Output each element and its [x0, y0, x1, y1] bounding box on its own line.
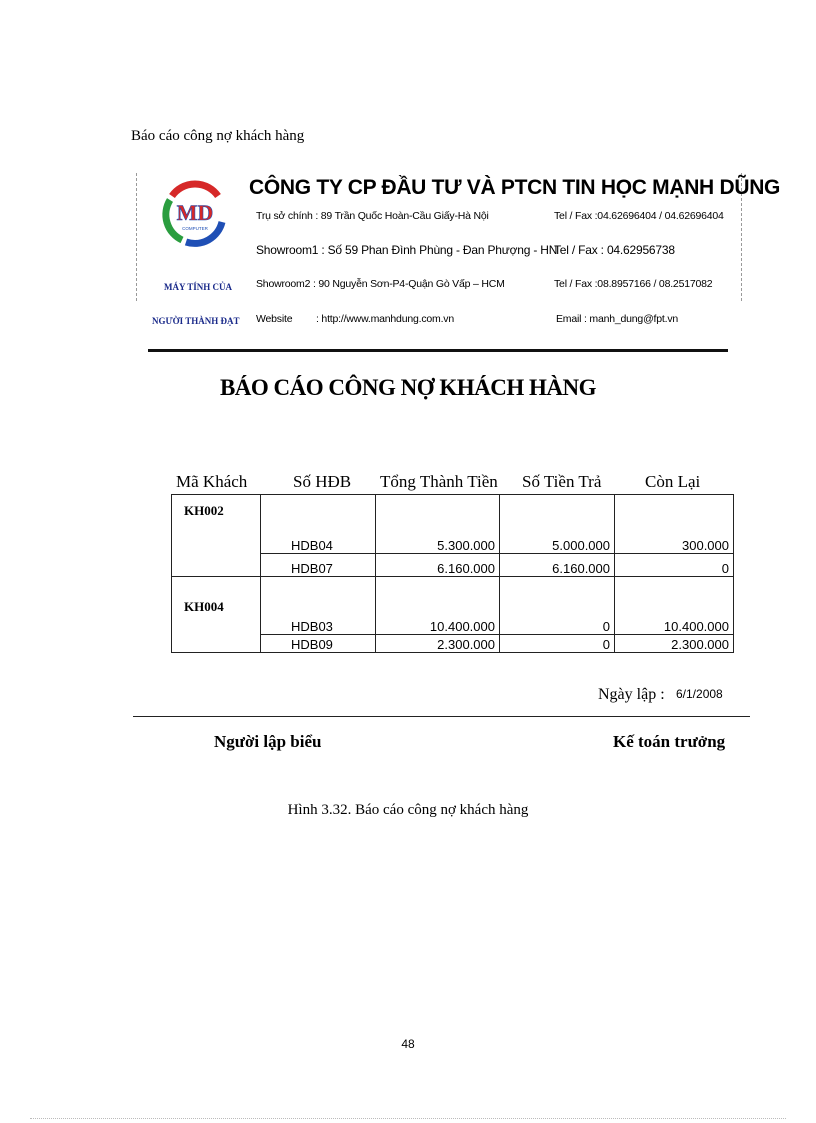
website-label: Website — [256, 313, 293, 325]
customer-id: KH004 — [172, 577, 261, 653]
email: Email : manh_dung@fpt.vn — [556, 313, 679, 325]
website-url: : http://www.manhdung.com.vn — [316, 313, 454, 325]
signature-divider — [133, 716, 750, 717]
paid-amount: 0 — [500, 617, 615, 635]
col-header-total: Tổng Thành Tiền — [380, 472, 498, 491]
figure-caption: Hình 3.32. Báo cáo công nợ khách hàng — [287, 802, 529, 818]
slogan-line-2: NGƯỜI THÀNH ĐẠT — [152, 316, 240, 326]
signer-preparer: Người lập biểu — [214, 732, 322, 751]
showroom1-tel: Tel / Fax : 04.62956738 — [554, 243, 675, 257]
paid-amount: 5.000.000 — [500, 531, 615, 553]
invoice-id: HDB04 — [261, 531, 376, 553]
footer-divider — [30, 1118, 786, 1119]
logo-md-text: MD — [176, 200, 214, 225]
header-divider — [148, 349, 728, 352]
date-label: Ngày lập : — [598, 686, 665, 703]
table-row — [172, 577, 734, 618]
invoice-id: HDB03 — [261, 617, 376, 635]
paid-amount: 0 — [500, 635, 615, 653]
customer-id: KH002 — [172, 495, 261, 577]
col-header-invoice: Số HĐB — [293, 472, 352, 491]
invoice-id: HDB09 — [261, 635, 376, 653]
logo-subtext: COMPUTER — [182, 226, 208, 231]
report-title: BÁO CÁO CÔNG NỢ KHÁCH HÀNG — [219, 375, 597, 400]
table-row — [172, 495, 734, 532]
showroom2-tel: Tel / Fax :08.8957166 / 08.2517082 — [554, 278, 713, 290]
col-header-customer: Mã Khách — [176, 472, 248, 491]
col-header-remaining: Còn Lại — [645, 472, 701, 491]
page-number: 48 — [401, 1037, 415, 1051]
remaining-amount: 2.300.000 — [615, 635, 734, 653]
company-name: CÔNG TY CP ĐẦU TƯ VÀ PTCN TIN HỌC MẠNH DŨNG — [249, 176, 781, 199]
invoice-id: HDB07 — [261, 553, 376, 576]
remaining-amount: 0 — [615, 553, 734, 576]
remaining-amount: 300.000 — [615, 531, 734, 553]
debt-table — [171, 494, 734, 653]
slogan-line-1: MÁY TÍNH CỦA — [164, 282, 233, 292]
remaining-amount: 10.400.000 — [615, 617, 734, 635]
company-logo — [160, 178, 230, 250]
total-amount: 6.160.000 — [376, 553, 500, 576]
signer-accountant: Kế toán trưởng — [613, 732, 726, 751]
head-office-address: Trụ sở chính : 89 Trần Quốc Hoàn-Cầu Giấy-Hà Nội — [256, 210, 489, 222]
paid-amount: 6.160.000 — [500, 553, 615, 576]
date-value: 6/1/2008 — [676, 687, 723, 701]
col-header-paid: Số Tiền Trả — [522, 472, 602, 491]
total-amount: 10.400.000 — [376, 617, 500, 635]
showroom1-address: Showroom1 : Số 59 Phan Đình Phùng - Đan Phượng - HN — [256, 243, 558, 257]
showroom2-address: Showroom2 : 90 Nguyễn Sơn-P4-Quận Gò Vấp – HCM — [256, 278, 505, 290]
head-office-tel: Tel / Fax :04.62696404 / 04.62696404 — [554, 210, 724, 222]
total-amount: 5.300.000 — [376, 531, 500, 553]
section-heading: Báo cáo công nợ khách hàng — [131, 128, 305, 144]
total-amount: 2.300.000 — [376, 635, 500, 653]
